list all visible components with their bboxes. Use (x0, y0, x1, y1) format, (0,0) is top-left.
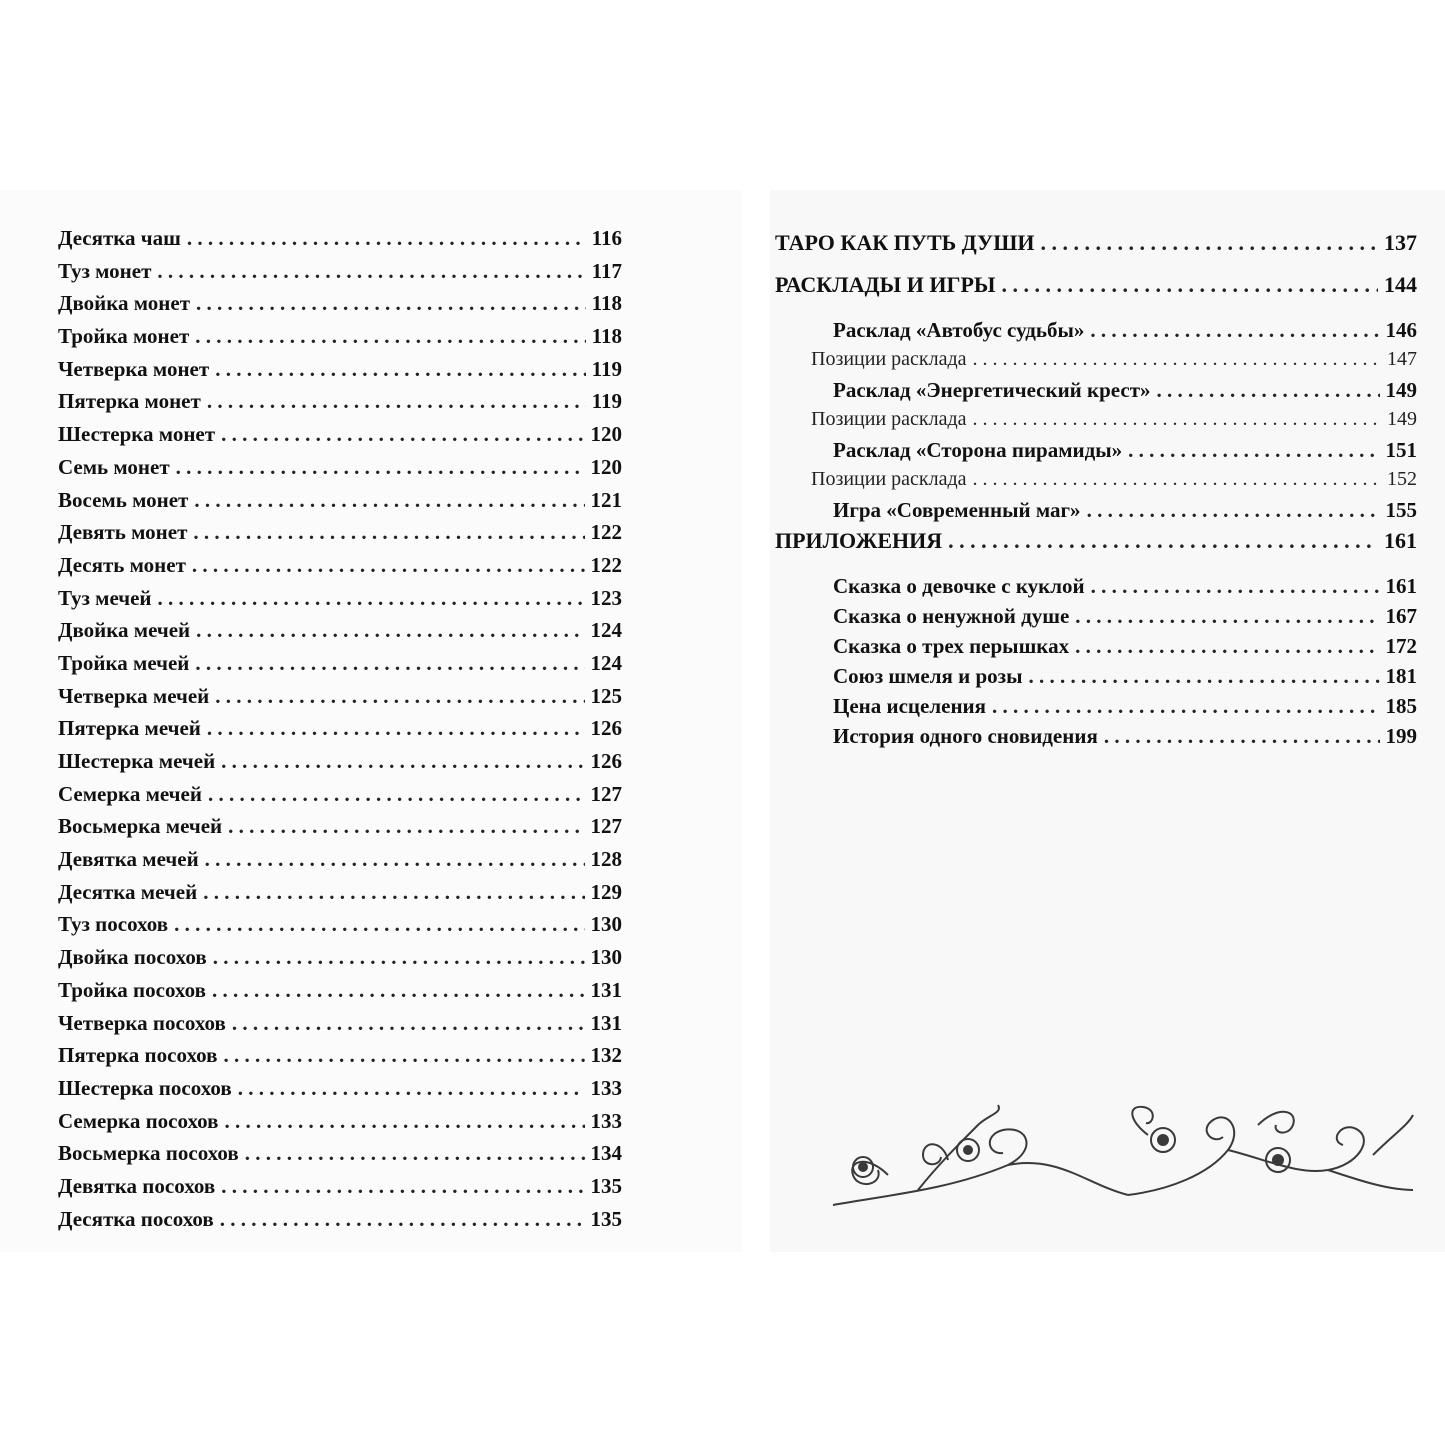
toc-entry-title: ТАРО КАК ПУТЬ ДУШИ (775, 230, 1035, 255)
toc-entry-title: Пятерка монет (58, 389, 201, 414)
dot-leader (1002, 272, 1378, 298)
toc-entry-page-number: 135 (590, 1206, 622, 1231)
dot-leader (245, 1141, 585, 1166)
toc-entry-title: Сказка о трех перышках (833, 634, 1070, 658)
dot-leader (232, 1011, 585, 1036)
toc-entry (775, 604, 1417, 634)
toc-entry-page-number: 117 (591, 258, 622, 283)
toc-entry-page-number: 125 (590, 683, 622, 708)
toc-entry-page-number: 161 (1384, 528, 1417, 553)
toc-entry (775, 574, 1417, 604)
toc-entry-title: Восемь монет (58, 487, 189, 512)
toc-entry (58, 291, 622, 324)
toc-entry-title: Четверка монет (58, 356, 210, 381)
dot-leader (1075, 634, 1379, 659)
dot-leader (1087, 498, 1380, 523)
dot-leader (228, 814, 584, 839)
toc-entry (58, 651, 622, 684)
dot-leader (1090, 318, 1379, 343)
toc-entry (58, 357, 622, 390)
dot-leader (1040, 230, 1378, 256)
toc-entry (775, 378, 1417, 408)
toc-entry-title: Десятка чаш (58, 226, 181, 250)
toc-entry-title: Восьмерка мечей (58, 814, 223, 839)
toc-entry (58, 324, 622, 357)
toc-entry-title: Двойка мечей (58, 618, 191, 643)
dot-leader (973, 468, 1381, 491)
toc-entry-page-number: 119 (591, 389, 622, 414)
toc-entry-page-number: 152 (1387, 468, 1417, 490)
toc-entry (58, 422, 622, 455)
toc-entry-page-number: 130 (590, 945, 622, 970)
toc-entry-title: Позиции расклада (811, 468, 967, 490)
toc-entry-title: Четверка мечей (58, 683, 210, 708)
dot-leader (196, 291, 586, 316)
toc-entry-page-number: 133 (590, 1075, 622, 1100)
dot-leader (203, 880, 584, 905)
toc-entry (775, 318, 1417, 348)
toc-list-left (58, 226, 622, 1239)
toc-entry (58, 782, 622, 815)
toc-entry-title: Расклад «Сторона пирамиды» (833, 438, 1123, 462)
toc-entry (58, 814, 622, 847)
toc-entry-page-number: 122 (590, 552, 622, 577)
toc-entry-page-number: 121 (590, 487, 622, 512)
toc-entry-title: Пятерка посохов (58, 1043, 218, 1068)
toc-entry (58, 259, 622, 292)
toc-entry (58, 880, 622, 913)
dot-leader (992, 694, 1379, 719)
toc-entry-title: Позиции расклада (811, 348, 967, 370)
toc-entry-page-number: 126 (590, 749, 622, 773)
toc-entry-title: Десять монет (58, 552, 186, 577)
toc-entry-page-number: 146 (1385, 318, 1417, 342)
dot-leader (223, 1043, 584, 1068)
toc-entry (775, 528, 1417, 574)
toc-entry-title: Девять монет (58, 520, 188, 545)
toc-entry (58, 1141, 622, 1174)
toc-entry-title: Тройка мечей (58, 650, 190, 675)
toc-entry-page-number: 155 (1385, 498, 1417, 522)
toc-entry-page-number: 127 (590, 814, 622, 839)
toc-entry (58, 618, 622, 651)
toc-entry-title: Позиции расклада (811, 408, 967, 430)
toc-entry-title: Четверка посохов (58, 1010, 226, 1035)
dot-leader (1157, 378, 1380, 403)
dot-leader (157, 259, 585, 284)
toc-entry-title: Восьмерка посохов (58, 1141, 239, 1166)
toc-entry (58, 586, 622, 619)
dot-leader (1029, 664, 1380, 689)
dot-leader (192, 553, 585, 578)
dot-leader (194, 488, 584, 513)
dot-leader (213, 945, 585, 970)
floral-ornament-icon (828, 1095, 1418, 1215)
toc-entry (775, 724, 1417, 754)
toc-entry-page-number: 161 (1385, 574, 1417, 598)
dot-leader (195, 651, 584, 676)
dot-leader (973, 408, 1381, 431)
toc-entry (58, 716, 622, 749)
toc-entry-page-number: 135 (590, 1173, 622, 1198)
toc-entry-page-number: 131 (590, 1010, 622, 1035)
toc-entry-title: Девятка мечей (58, 847, 199, 872)
dot-leader (207, 716, 585, 741)
toc-entry (775, 664, 1417, 694)
toc-entry (775, 468, 1417, 498)
toc-entry-title: Цена исцеления (833, 694, 987, 718)
dot-leader (948, 528, 1378, 554)
toc-entry (58, 553, 622, 586)
toc-entry-title: Расклад «Энергетический крест» (833, 378, 1151, 402)
toc-entry-page-number: 167 (1385, 604, 1417, 628)
dot-leader (195, 324, 585, 349)
toc-entry-title: Шестерка монет (58, 422, 216, 447)
toc-entry-title: Десятка мечей (58, 879, 198, 904)
toc-entry-title: Семерка мечей (58, 781, 202, 806)
dot-leader (215, 357, 585, 382)
toc-entry-title: Туз монет (58, 258, 152, 283)
toc-entry-title: Пятерка мечей (58, 716, 201, 741)
toc-entry-page-number: 172 (1385, 634, 1417, 658)
toc-entry-title: Тройка посохов (58, 977, 206, 1002)
dot-leader (174, 912, 584, 937)
dot-leader (225, 1109, 585, 1134)
toc-entry (58, 520, 622, 553)
toc-entry (58, 1174, 622, 1207)
dot-leader (193, 520, 584, 545)
toc-entry (58, 455, 622, 488)
toc-entry-title: Сказка о ненужной душе (833, 604, 1070, 628)
toc-entry (58, 1076, 622, 1109)
toc-entry-page-number: 120 (590, 454, 622, 479)
toc-entry (775, 694, 1417, 724)
toc-entry (58, 488, 622, 521)
dot-leader (212, 978, 585, 1003)
toc-entry-page-number: 124 (590, 618, 622, 643)
toc-entry (58, 749, 622, 782)
toc-entry (58, 1109, 622, 1142)
toc-entry-title: Десятка посохов (58, 1206, 214, 1231)
toc-entry (58, 978, 622, 1011)
toc-entry-title: Шестерка посохов (58, 1075, 232, 1100)
toc-entry-page-number: 119 (591, 356, 622, 381)
dot-leader (196, 618, 584, 643)
toc-entry-title: Двойка монет (58, 291, 191, 316)
dot-leader (176, 455, 585, 480)
toc-entry-page-number: 151 (1385, 438, 1417, 462)
dot-leader (221, 749, 584, 774)
dot-leader (1128, 438, 1379, 463)
toc-entry-title: Тройка монет (58, 324, 190, 349)
dot-leader (220, 1207, 585, 1232)
toc-entry-page-number: 122 (590, 520, 622, 545)
toc-entry (58, 684, 622, 717)
toc-entry-title: Девятка посохов (58, 1173, 216, 1198)
toc-entry-title: Расклад «Автобус судьбы» (833, 318, 1085, 342)
toc-entry-page-number: 132 (590, 1043, 622, 1068)
dot-leader (221, 1174, 584, 1199)
dot-leader (205, 847, 585, 872)
toc-entry-page-number: 149 (1385, 378, 1417, 402)
dot-leader (207, 389, 586, 414)
toc-entry-page-number: 130 (590, 912, 622, 937)
toc-entry (775, 498, 1417, 528)
toc-entry (775, 634, 1417, 664)
toc-entry-page-number: 120 (590, 422, 622, 447)
dot-leader (187, 226, 586, 251)
toc-entry (58, 945, 622, 978)
toc-entry-title: РАСКЛАДЫ И ИГРЫ (775, 272, 996, 297)
toc-entry-page-number: 118 (591, 324, 622, 349)
toc-entry-page-number: 128 (590, 847, 622, 872)
toc-entry-title: Шестерка мечей (58, 749, 216, 773)
toc-entry-page-number: 127 (590, 781, 622, 806)
toc-entry-title: Союз шмеля и розы (833, 664, 1023, 688)
toc-entry-page-number: 131 (590, 977, 622, 1002)
dot-leader (221, 422, 584, 447)
dot-leader (208, 782, 585, 807)
dot-leader (1091, 574, 1380, 599)
toc-entry-page-number: 137 (1384, 230, 1417, 255)
toc-entry (775, 230, 1417, 272)
toc-list-right (775, 230, 1417, 754)
toc-entry-title: Семерка посохов (58, 1108, 219, 1133)
dot-leader (1104, 724, 1380, 749)
dot-leader (973, 348, 1381, 371)
toc-entry-page-number: 124 (590, 650, 622, 675)
toc-entry (58, 847, 622, 880)
toc-entry (58, 226, 622, 259)
toc-entry (775, 272, 1417, 318)
dot-leader (1075, 604, 1379, 629)
toc-entry-title: Сказка о девочке с куклой (833, 574, 1085, 598)
toc-entry-page-number: 126 (590, 716, 622, 741)
toc-entry (58, 912, 622, 945)
toc-entry-title: Игра «Современный маг» (833, 498, 1081, 522)
toc-entry-title: История одного сновидения (833, 724, 1098, 748)
toc-entry-page-number: 149 (1387, 408, 1417, 430)
toc-entry-page-number: 133 (590, 1108, 622, 1133)
dot-leader (158, 586, 585, 611)
toc-entry (775, 408, 1417, 438)
toc-entry-page-number: 116 (591, 226, 622, 250)
toc-entry (775, 348, 1417, 378)
dot-leader (238, 1076, 585, 1101)
dot-leader (215, 684, 584, 709)
toc-entry (58, 1043, 622, 1076)
toc-entry-title: ПРИЛОЖЕНИЯ (775, 528, 943, 553)
toc-entry-page-number: 199 (1385, 724, 1417, 748)
toc-entry-page-number: 129 (590, 879, 622, 904)
toc-entry-title: Туз посохов (58, 912, 169, 937)
toc-entry-page-number: 181 (1385, 664, 1417, 688)
toc-entry (58, 1011, 622, 1044)
toc-entry-page-number: 118 (591, 291, 622, 316)
toc-entry-page-number: 185 (1385, 694, 1417, 718)
toc-entry-page-number: 123 (590, 585, 622, 610)
toc-entry (58, 1207, 622, 1240)
toc-entry-title: Семь монет (58, 454, 170, 479)
toc-entry-title: Двойка посохов (58, 945, 207, 970)
toc-entry-page-number: 147 (1387, 348, 1417, 370)
toc-entry (775, 438, 1417, 468)
toc-entry-page-number: 144 (1384, 272, 1417, 297)
toc-entry-title: Туз мечей (58, 585, 152, 610)
toc-entry (58, 389, 622, 422)
toc-entry-page-number: 134 (590, 1141, 622, 1166)
